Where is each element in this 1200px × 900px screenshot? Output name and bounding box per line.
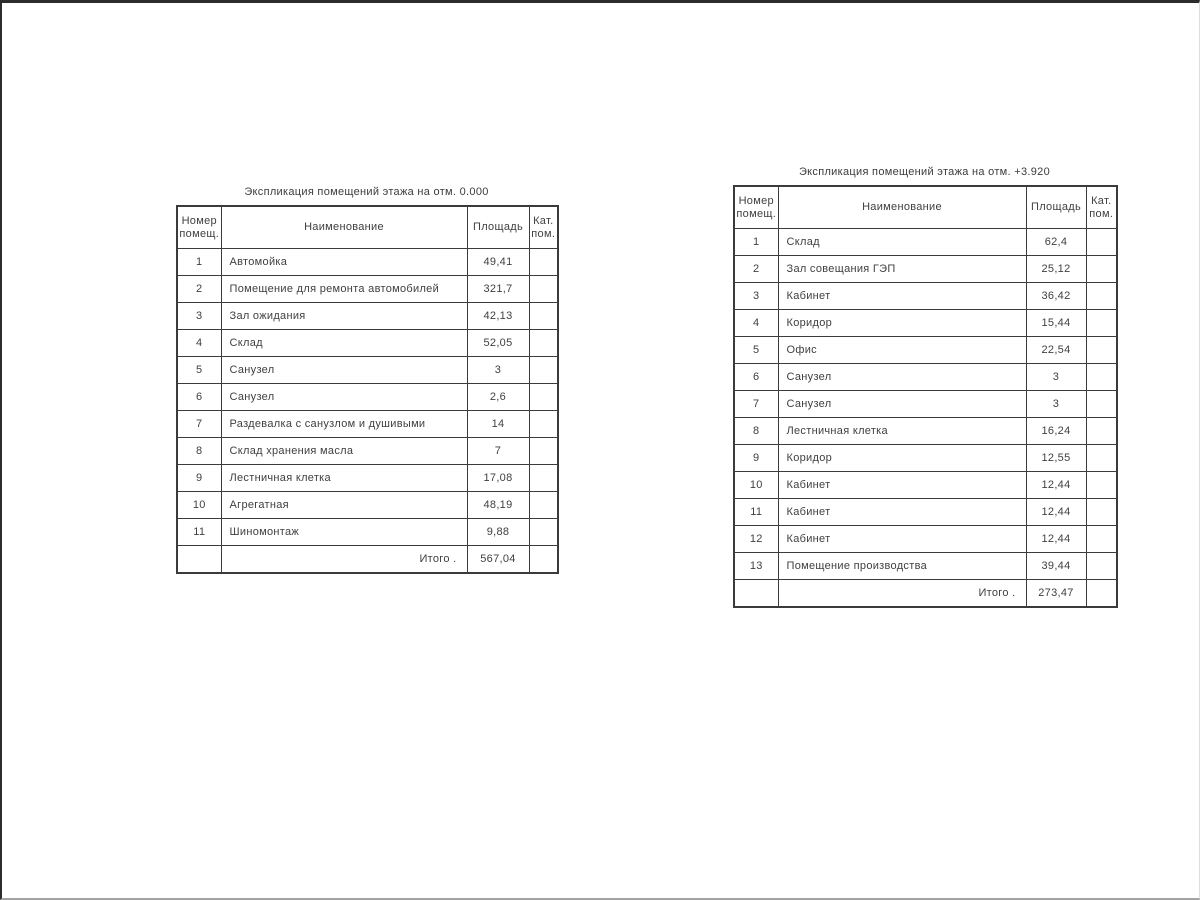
- area-cell: 7: [467, 438, 529, 465]
- room-name-cell: Помещение производства: [778, 553, 1026, 580]
- table-row: [177, 330, 558, 357]
- room-number-cell: 5: [734, 337, 778, 364]
- area-cell: 12,44: [1026, 499, 1086, 526]
- room-number-cell: 3: [177, 303, 221, 330]
- room-number-cell: 5: [177, 357, 221, 384]
- total-empty-cell: [734, 580, 778, 608]
- room-name-cell: Помещение для ремонта автомобилей: [221, 276, 467, 303]
- area-cell: 36,42: [1026, 283, 1086, 310]
- table-row: [177, 276, 558, 303]
- area-cell: 3: [1026, 391, 1086, 418]
- room-number-cell: 4: [177, 330, 221, 357]
- room-name-cell: Санузел: [778, 364, 1026, 391]
- area-cell: 39,44: [1026, 553, 1086, 580]
- explication-table: [733, 185, 1118, 608]
- area-cell: 15,44: [1026, 310, 1086, 337]
- category-cell: [1086, 229, 1117, 256]
- header-row: [734, 186, 1117, 229]
- room-number-cell: 12: [734, 526, 778, 553]
- room-name-cell: Склад: [221, 330, 467, 357]
- room-name-cell: Санузел: [221, 384, 467, 411]
- total-label-cell: Итого .: [221, 546, 467, 574]
- room-name-cell: Кабинет: [778, 499, 1026, 526]
- room-name-cell: Коридор: [778, 445, 1026, 472]
- category-cell: [1086, 553, 1117, 580]
- category-cell: [529, 384, 558, 411]
- header-row: [177, 206, 558, 249]
- area-cell: 2,6: [467, 384, 529, 411]
- room-number-cell: 11: [177, 519, 221, 546]
- category-cell: [1086, 526, 1117, 553]
- area-cell: 12,55: [1026, 445, 1086, 472]
- room-name-cell: Санузел: [778, 391, 1026, 418]
- header-room-number: Номер помещ.: [734, 186, 778, 229]
- category-cell: [1086, 580, 1117, 608]
- category-cell: [1086, 364, 1117, 391]
- room-number-cell: 2: [734, 256, 778, 283]
- room-number-cell: 10: [734, 472, 778, 499]
- area-cell: 14: [467, 411, 529, 438]
- area-cell: 12,44: [1026, 526, 1086, 553]
- area-cell: 3: [1026, 364, 1086, 391]
- table-row: [177, 519, 558, 546]
- area-cell: 12,44: [1026, 472, 1086, 499]
- explication-table-level-0000: [176, 185, 557, 574]
- area-cell: 62,4: [1026, 229, 1086, 256]
- table-row: [734, 283, 1117, 310]
- room-name-cell: Лестничная клетка: [221, 465, 467, 492]
- category-cell: [529, 465, 558, 492]
- total-row: [177, 546, 558, 574]
- area-cell: 25,12: [1026, 256, 1086, 283]
- category-cell: [529, 411, 558, 438]
- room-number-cell: 13: [734, 553, 778, 580]
- category-cell: [1086, 472, 1117, 499]
- area-cell: 22,54: [1026, 337, 1086, 364]
- category-cell: [529, 249, 558, 276]
- table-row: [177, 465, 558, 492]
- category-cell: [529, 330, 558, 357]
- category-cell: [529, 519, 558, 546]
- area-cell: 48,19: [467, 492, 529, 519]
- header-room-number: Номер помещ.: [177, 206, 221, 249]
- category-cell: [1086, 337, 1117, 364]
- table-row: [177, 249, 558, 276]
- area-cell: 42,13: [467, 303, 529, 330]
- table-row: [734, 499, 1117, 526]
- room-number-cell: 9: [177, 465, 221, 492]
- room-number-cell: 3: [734, 283, 778, 310]
- room-name-cell: Шиномонтаж: [221, 519, 467, 546]
- total-value-cell: 273,47: [1026, 580, 1086, 608]
- room-number-cell: 8: [177, 438, 221, 465]
- table-row: [177, 357, 558, 384]
- category-cell: [1086, 283, 1117, 310]
- area-cell: 17,08: [467, 465, 529, 492]
- area-cell: 16,24: [1026, 418, 1086, 445]
- table-row: [734, 553, 1117, 580]
- category-cell: [529, 546, 558, 574]
- table-row: [734, 229, 1117, 256]
- room-name-cell: Автомойка: [221, 249, 467, 276]
- total-value-cell: 567,04: [467, 546, 529, 574]
- table-row: [734, 364, 1117, 391]
- room-number-cell: 6: [734, 364, 778, 391]
- category-cell: [1086, 256, 1117, 283]
- category-cell: [529, 492, 558, 519]
- room-number-cell: 7: [177, 411, 221, 438]
- category-cell: [529, 438, 558, 465]
- room-name-cell: Агрегатная: [221, 492, 467, 519]
- table-row: [734, 445, 1117, 472]
- category-cell: [1086, 391, 1117, 418]
- room-name-cell: Кабинет: [778, 526, 1026, 553]
- header-area: Площадь: [467, 206, 529, 249]
- room-number-cell: 10: [177, 492, 221, 519]
- category-cell: [529, 276, 558, 303]
- room-number-cell: 1: [734, 229, 778, 256]
- room-name-cell: Зал ожидания: [221, 303, 467, 330]
- area-cell: 321,7: [467, 276, 529, 303]
- explication-table-level-3920: [733, 165, 1116, 608]
- category-cell: [529, 357, 558, 384]
- room-name-cell: Зал совещания ГЭП: [778, 256, 1026, 283]
- room-number-cell: 2: [177, 276, 221, 303]
- table-row: [734, 337, 1117, 364]
- room-name-cell: Коридор: [778, 310, 1026, 337]
- category-cell: [1086, 499, 1117, 526]
- category-cell: [1086, 310, 1117, 337]
- room-number-cell: 4: [734, 310, 778, 337]
- explication-table: [176, 205, 559, 574]
- room-name-cell: Офис: [778, 337, 1026, 364]
- table-row: [734, 526, 1117, 553]
- room-name-cell: Склад хранения масла: [221, 438, 467, 465]
- room-number-cell: 9: [734, 445, 778, 472]
- category-cell: [529, 303, 558, 330]
- table-row: [177, 303, 558, 330]
- room-name-cell: Склад: [778, 229, 1026, 256]
- total-label-cell: Итого .: [778, 580, 1026, 608]
- area-cell: 49,41: [467, 249, 529, 276]
- table-row: [177, 492, 558, 519]
- area-cell: 9,88: [467, 519, 529, 546]
- header-category: Кат. пом.: [1086, 186, 1117, 229]
- area-cell: 3: [467, 357, 529, 384]
- room-number-cell: 11: [734, 499, 778, 526]
- table-title: Экспликация помещений этажа на отм. 0.000: [244, 186, 489, 198]
- table-row: [734, 310, 1117, 337]
- room-name-cell: Кабинет: [778, 472, 1026, 499]
- table-row: [177, 438, 558, 465]
- header-room-name: Наименование: [778, 186, 1026, 229]
- category-cell: [1086, 445, 1117, 472]
- room-name-cell: Кабинет: [778, 283, 1026, 310]
- total-row: [734, 580, 1117, 608]
- table-row: [177, 384, 558, 411]
- table-row: [734, 391, 1117, 418]
- room-name-cell: Раздевалка с санузлом и душивыми: [221, 411, 467, 438]
- header-room-name: Наименование: [221, 206, 467, 249]
- room-number-cell: 6: [177, 384, 221, 411]
- room-number-cell: 1: [177, 249, 221, 276]
- table-title: Экспликация помещений этажа на отм. +3.920: [798, 166, 1051, 178]
- header-category: Кат. пом.: [529, 206, 558, 249]
- category-cell: [1086, 418, 1117, 445]
- table-row: [734, 418, 1117, 445]
- table-row: [177, 411, 558, 438]
- table-row: [734, 256, 1117, 283]
- area-cell: 52,05: [467, 330, 529, 357]
- table-row: [734, 472, 1117, 499]
- room-number-cell: 8: [734, 418, 778, 445]
- total-empty-cell: [177, 546, 221, 574]
- room-name-cell: Лестничная клетка: [778, 418, 1026, 445]
- room-number-cell: 7: [734, 391, 778, 418]
- room-name-cell: Санузел: [221, 357, 467, 384]
- header-area: Площадь: [1026, 186, 1086, 229]
